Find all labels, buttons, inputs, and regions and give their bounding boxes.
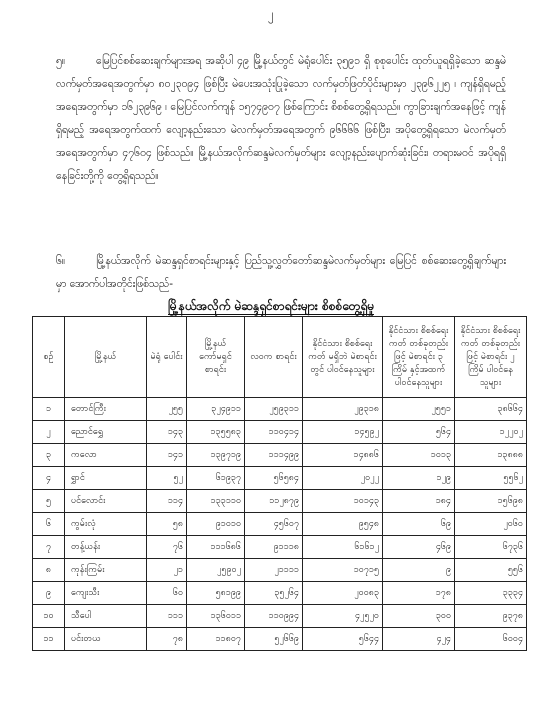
cell-commission-list: ၁၃၉၇၁၉ xyxy=(187,444,245,467)
cell-serial: ၁ xyxy=(33,398,65,421)
cell-2-times: ၆၀၀၄ xyxy=(455,628,527,651)
cell-immigration-list: ၅၂၆၆၉ xyxy=(245,628,303,651)
cell-2-times: ၂၀၆၀ xyxy=(455,513,527,536)
cell-3-times: ၁၂၉ xyxy=(383,467,455,490)
cell-township: သီပေါ xyxy=(65,605,147,628)
cell-no-id-card: ၉၅၄၈ xyxy=(303,513,383,536)
cell-2-times: ၁၃၈၈၈ xyxy=(455,444,527,467)
cell-3-times: ၆၉ xyxy=(383,513,455,536)
cell-polling-stations: ၅၂ xyxy=(147,467,187,490)
cell-immigration-list: ၂၅၉၃၁၁ xyxy=(245,398,303,421)
cell-commission-list: ၃၂၄၉၁၁ xyxy=(187,398,245,421)
header-serial: စဉ် xyxy=(33,317,65,398)
cell-no-id-card: ၄၂၅၂၀ xyxy=(303,605,383,628)
table-row xyxy=(33,490,527,513)
paragraph-6 xyxy=(56,250,506,296)
cell-no-id-card: ၁၄၈၈၆ xyxy=(303,444,383,467)
header-commission-list: မြို့နယ် ကော်မရှင် စာရင်း xyxy=(187,317,245,398)
page-number: ၂ xyxy=(268,7,274,21)
cell-township: ညောင်ရွှေ xyxy=(65,421,147,444)
cell-2-times: ၆၇၃၆ xyxy=(455,536,527,559)
cell-commission-list: ၁၃၃၁၁၀ xyxy=(187,490,245,513)
cell-polling-stations: ၅၈ xyxy=(147,513,187,536)
header-no-id-card: နိုင်ငံသား စိစစ်ရေးကတ် မရှိဘဲ မဲစာရင်းတွင် ပါဝင်နေသူများ xyxy=(303,317,383,398)
paragraph-5-number: ၅။ xyxy=(56,55,66,67)
table-title-text: မြို့နယ်အလိုက် မဲဆန္ဒရှင်စာရင်းများ စိစစ်တွေ့ရှိမှု xyxy=(167,299,375,313)
cell-immigration-list: ၃၅၂၆၄ xyxy=(245,582,303,605)
cell-commission-list: ၂၅၉၀၂ xyxy=(187,559,245,582)
cell-township: ကုန်းကြမ်း xyxy=(65,559,147,582)
cell-immigration-list: ၁၁၀၄၁၄ xyxy=(245,421,303,444)
cell-polling-stations: ၂၁ xyxy=(147,559,187,582)
cell-immigration-list: ၂၁၁၁၁ xyxy=(245,559,303,582)
cell-polling-stations: ၇၆ xyxy=(147,536,187,559)
header-polling-stations: မဲရုံ ပေါင်း xyxy=(147,317,187,398)
cell-polling-stations: ၆၀ xyxy=(147,582,187,605)
table-row xyxy=(33,559,527,582)
cell-no-id-card: ၂၉၃၁၈ xyxy=(303,398,383,421)
table-row xyxy=(33,398,527,421)
cell-3-times: ၄၆၉ xyxy=(383,536,455,559)
cell-serial: ၈ xyxy=(33,559,65,582)
table-row xyxy=(33,421,527,444)
cell-immigration-list: ၉၁၁၁၈ xyxy=(245,536,303,559)
cell-immigration-list: ၅၆၅၈၄ xyxy=(245,467,303,490)
cell-immigration-list: ၄၅၆၀၇ xyxy=(245,513,303,536)
cell-serial: ၆ xyxy=(33,513,65,536)
cell-immigration-list: ၁၁၀၉၉၄ xyxy=(245,605,303,628)
cell-3-times: ၂၅၅၁ xyxy=(383,398,455,421)
header-2-times: နိုင်ငံသား စိစစ်ရေးကတ် တစ်ခုတည်းဖြင့် မဲစာရင်း ၂ ကြိမ် ပါဝင်နေသူများ xyxy=(455,317,527,398)
cell-immigration-list: ၁၁၁၄၉၉ xyxy=(245,444,303,467)
cell-3-times: ၅၆၄ xyxy=(383,421,455,444)
cell-serial: ၁၁ xyxy=(33,628,65,651)
table-row xyxy=(33,605,527,628)
cell-serial: ၂ xyxy=(33,421,65,444)
paragraph-6-number: ၆။ xyxy=(56,255,66,267)
cell-polling-stations: ၁၄၃ xyxy=(147,421,187,444)
cell-serial: ၇ xyxy=(33,536,65,559)
cell-no-id-card: ၁၀၇၁၅ xyxy=(303,559,383,582)
table-row xyxy=(33,467,527,490)
cell-township: ကလော xyxy=(65,444,147,467)
table-row xyxy=(33,628,527,651)
paragraph-5-text: မြေပြင်စစ်ဆေးချက်များအရ အဆိုပါ ၄၉ မြို့နယ်တွင် မဲရုံပေါင်း ၃၅၉၁ ရှိ စုစုပေါင်း ထုတ်ယူရရှိခဲ့သော ဆန္ဒမဲလက်မှတ်အရေအတွက်မှာ ၈၀၂၃၀၉၄ ဖြစ်ပြီး မဲပေးအသုံးပြုခဲ့သော လက်မှတ်ဖြတ်ပိုင်းများမှာ ၂၃၉၆၂၂၅ ၊ ကျန်ရှိရမည့်အရေအတွက်မှာ ၁၆၂၃၉၆၉ ၊ မြေပြင်လက်ကျန် ၁၅၇၄၉၀၇ ဖြစ်ကြောင်း စိစစ်တွေ့ရှိရသည်။ ကွာခြားချက်အနေဖြင့် ကျန်ရှိရမည့် အရေအတွက်ထက် လျော့နည်းသော မဲလက်မှတ်အရေအတွက် ၉၆၆၆၆ ဖြစ်ပြီး၊ အပိုတွေ့ရှိရသော မဲလက်မှတ်အရေအတွက်မှာ ၄၇၆၀၄ ဖြစ်သည်။ မြို့နယ်အလိုက်ဆန္ဒမဲလက်မှတ်များ လျော့နည်းပျောက်ဆုံးခြင်း၊ တရားမဝင် အပိုရရှိနေခြင်းတို့ကို တွေ့ရှိရသည်။ xyxy=(56,55,506,182)
header-3-times: နိုင်ငံသား စိစစ်ရေးကတ် တစ်ခုတည်းဖြင့် မဲစာရင်း ၃ ကြိမ် နှင့်အထက် ပါဝင်နေသူများ xyxy=(383,317,455,398)
cell-3-times: ၄၂၄ xyxy=(383,628,455,651)
cell-2-times: ၁၂၂၀၂ xyxy=(455,421,527,444)
cell-commission-list: ၁၁၈၀၇ xyxy=(187,628,245,651)
table-row xyxy=(33,536,527,559)
cell-no-id-card: ၁၀၁၄၃ xyxy=(303,490,383,513)
cell-serial: ၉ xyxy=(33,582,65,605)
cell-commission-list: ၆၁၉၃၇ xyxy=(187,467,245,490)
cell-no-id-card: ၁၄၅၉၂ xyxy=(303,421,383,444)
cell-2-times: ၉၃၇၈ xyxy=(455,605,527,628)
cell-polling-stations: ၁၄၁ xyxy=(147,444,187,467)
cell-polling-stations: ၁၁၄ xyxy=(147,490,187,513)
cell-commission-list: ၁၃၅၅၈၃ xyxy=(187,421,245,444)
cell-no-id-card: ၅၆၄၄ xyxy=(303,628,383,651)
table-header-row xyxy=(33,317,527,398)
cell-serial: ၅ xyxy=(33,490,65,513)
cell-township: ပင်လောင်း xyxy=(65,490,147,513)
cell-3-times: ၁၈၄ xyxy=(383,490,455,513)
table-row xyxy=(33,513,527,536)
cell-commission-list: ၁၃၆၀၁၁ xyxy=(187,605,245,628)
paragraph-6-text: မြို့နယ်အလိုက် မဲဆန္ဒရှင်စာရင်းများနှင့် ပြည်သူ့လွှတ်တော်ဆန္ဒမဲလက်မှတ်များ မြေပြင် စစ်ဆေးတွေ့ရှိချက်များမှာ အောက်ပါအတိုင်းဖြစ်သည်- xyxy=(56,255,506,290)
cell-township: ကျေးသီး xyxy=(65,582,147,605)
cell-2-times: ၁၅၆၉၈ xyxy=(455,490,527,513)
cell-serial: ၃ xyxy=(33,444,65,467)
cell-no-id-card: ၂၀၂၂ xyxy=(303,467,383,490)
cell-no-id-card: ၆၁၆၁၂ xyxy=(303,536,383,559)
cell-2-times: ၅၅၆ xyxy=(455,559,527,582)
voter-list-table xyxy=(32,316,527,651)
paragraph-5 xyxy=(56,50,506,188)
cell-2-times: ၃၃၃၄ xyxy=(455,582,527,605)
cell-township: တောင်ကြီး xyxy=(65,398,147,421)
cell-3-times: ၁၇၈ xyxy=(383,582,455,605)
cell-3-times: ၉ xyxy=(383,559,455,582)
cell-polling-stations: ၁၁၁ xyxy=(147,605,187,628)
cell-commission-list: ၉၁၀၁၀ xyxy=(187,513,245,536)
cell-commission-list: ၁၁၁၆၈၆ xyxy=(187,536,245,559)
cell-commission-list: ၅၈၁၉၉ xyxy=(187,582,245,605)
cell-polling-stations: ၇၈ xyxy=(147,628,187,651)
cell-3-times: ၃၀၀ xyxy=(383,605,455,628)
cell-township: ကွမ်းလုံ xyxy=(65,513,147,536)
cell-2-times: ၅၅၆၂ xyxy=(455,467,527,490)
cell-3-times: ၁၀၁၃ xyxy=(383,444,455,467)
cell-no-id-card: ၂၀၀၈၃ xyxy=(303,582,383,605)
cell-serial: ၄ xyxy=(33,467,65,490)
cell-serial: ၁၀ xyxy=(33,605,65,628)
cell-township: ရွှာင် xyxy=(65,467,147,490)
table-row xyxy=(33,582,527,605)
table-title xyxy=(0,298,542,316)
header-immigration-list: လဝက စာရင်း xyxy=(245,317,303,398)
cell-township: ပင်းတယ xyxy=(65,628,147,651)
cell-immigration-list: ၁၁၂၈၇၉ xyxy=(245,490,303,513)
cell-township: တန့်ယန်း xyxy=(65,536,147,559)
header-township: မြို့နယ် xyxy=(65,317,147,398)
table-row xyxy=(33,444,527,467)
cell-2-times: ၃၈၆၆၄ xyxy=(455,398,527,421)
cell-polling-stations: ၂၅၅ xyxy=(147,398,187,421)
